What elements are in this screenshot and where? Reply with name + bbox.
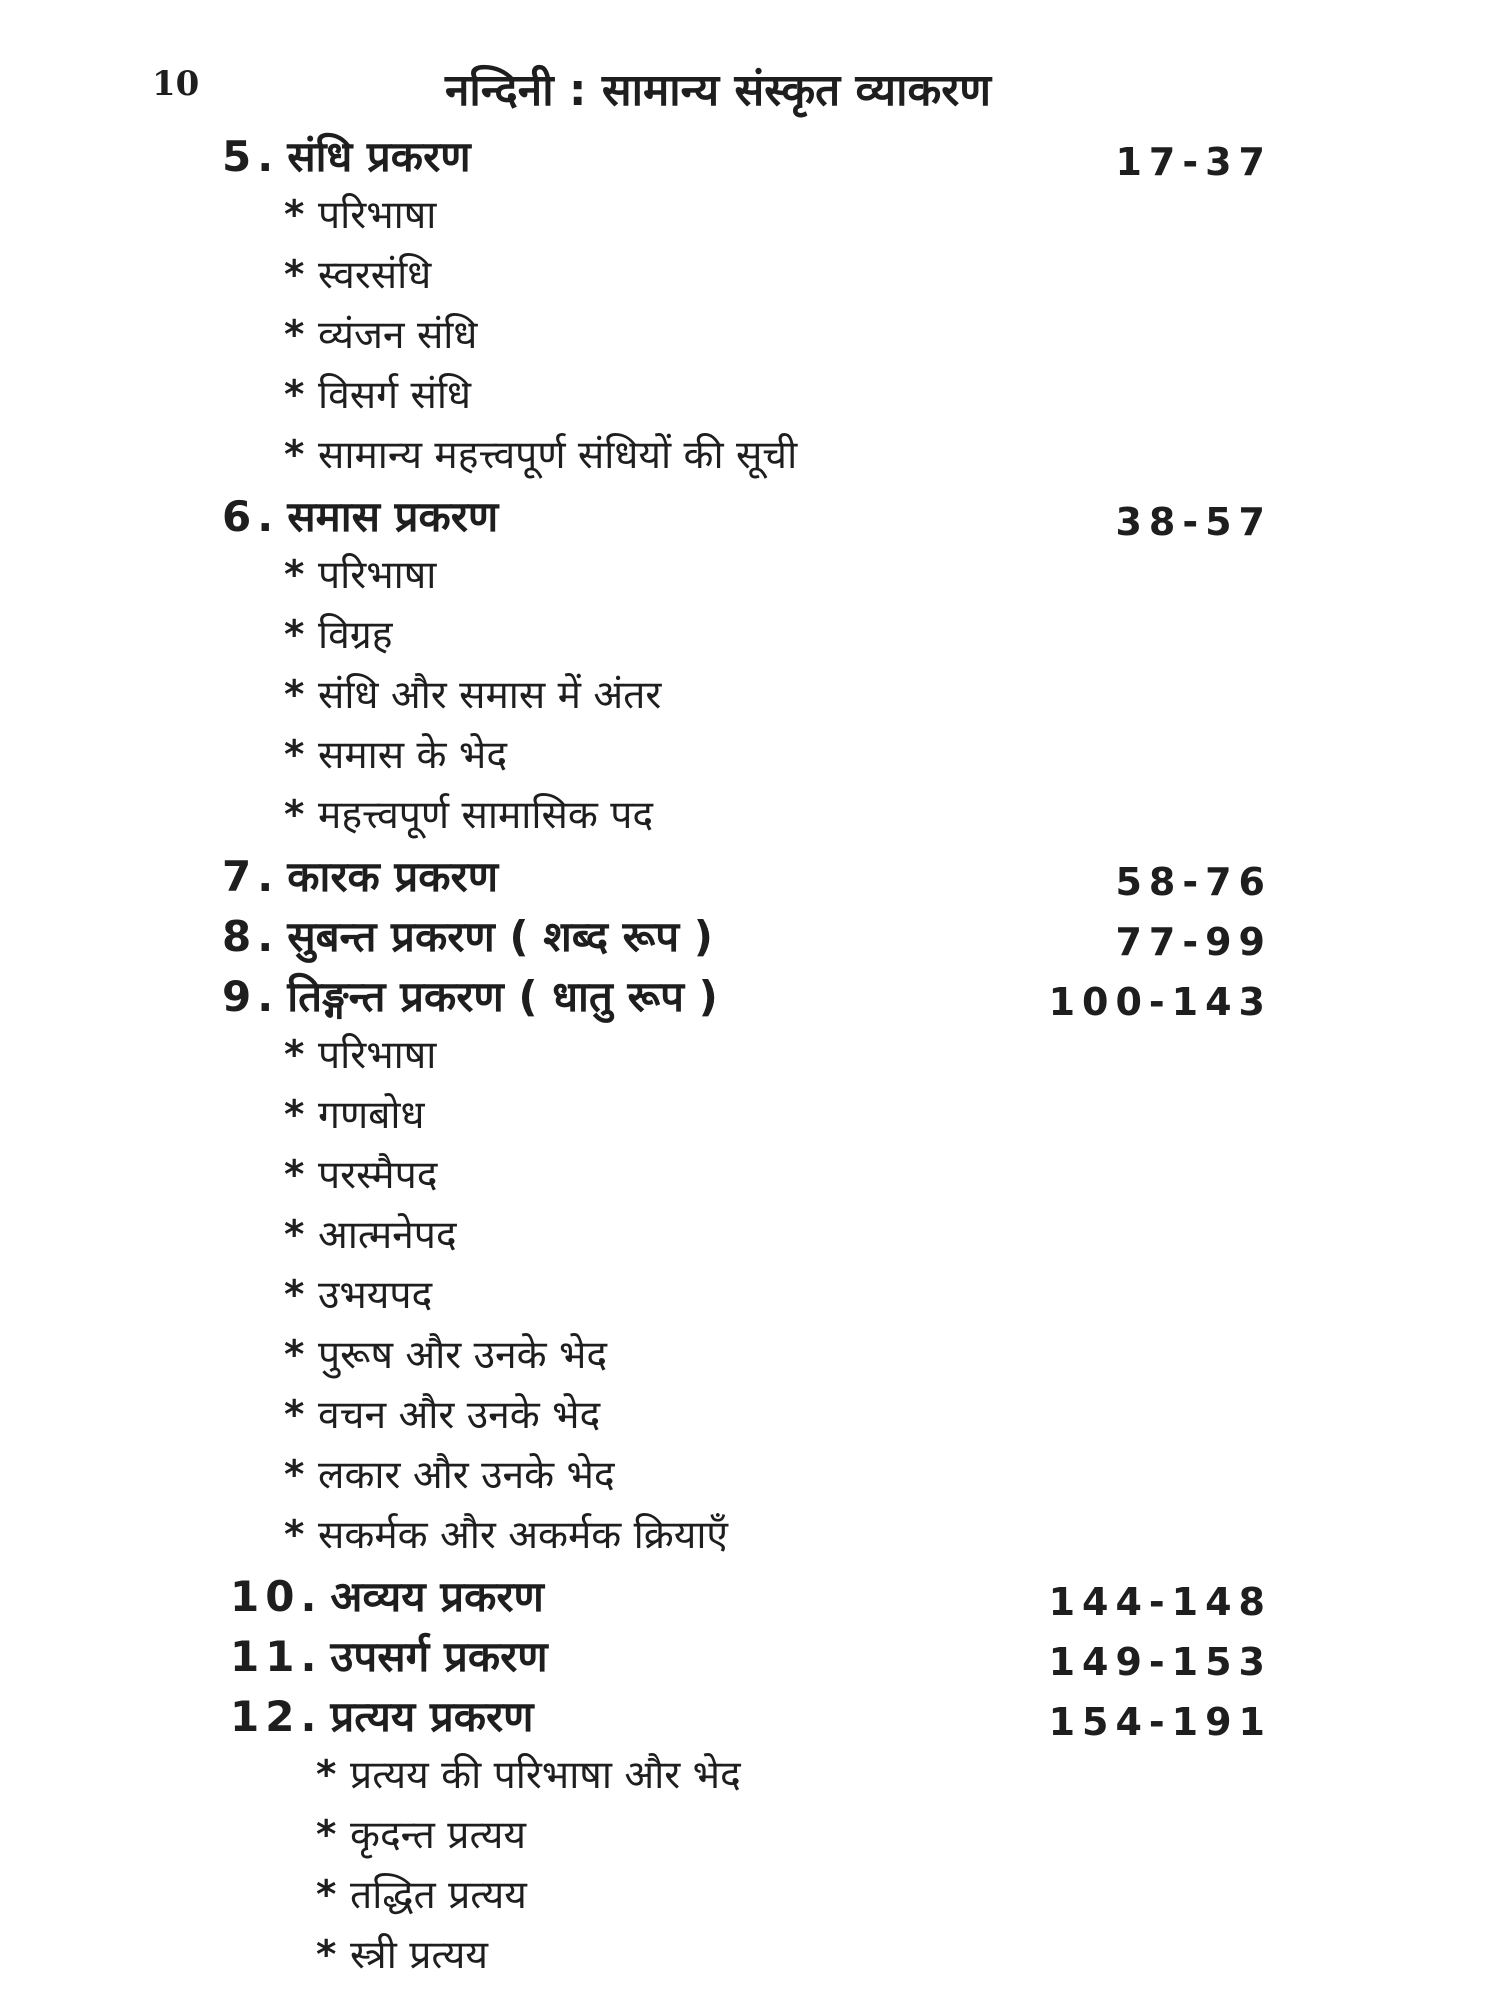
list-item — [284, 1453, 615, 1498]
chapter-page-range: 100-143 — [1048, 980, 1272, 1024]
chapter-number: 8. — [222, 912, 280, 961]
subtopic-label: परिभाषा — [318, 193, 437, 238]
chapter-title: उपसर्ग प्रकरण — [330, 1632, 548, 1681]
list-item — [316, 1873, 527, 1918]
list-item — [284, 793, 654, 838]
subtopic-label: परस्मैपद — [318, 1153, 438, 1198]
chapter-number: 5. — [222, 132, 280, 181]
subtopic-label: वचन और उनके भेद — [318, 1393, 601, 1438]
chapter-heading — [222, 912, 713, 961]
chapter-number: 9. — [222, 972, 280, 1021]
chapter-number: 6. — [222, 492, 280, 541]
list-item — [284, 1333, 608, 1378]
subtopic-label: पुरूष और उनके भेद — [318, 1333, 608, 1378]
subtopic-label: विग्रह — [318, 613, 393, 658]
subtopic-label: समास के भेद — [318, 733, 508, 778]
subtopic-label: परिभाषा — [318, 1033, 437, 1078]
bullet-asterisk: * — [284, 1513, 305, 1558]
chapter-page-range: 149-153 — [1048, 1640, 1272, 1684]
page-number: 10 — [152, 64, 200, 104]
chapter-heading — [222, 972, 718, 1021]
bullet-asterisk: * — [284, 433, 305, 478]
list-item — [284, 1513, 728, 1558]
chapter-heading — [230, 1692, 534, 1741]
list-item — [284, 1213, 457, 1258]
list-item — [284, 433, 798, 478]
chapter-number: 11. — [230, 1632, 323, 1681]
list-item — [284, 193, 437, 238]
subtopic-label: स्वरसंधि — [318, 253, 432, 298]
subtopic-label: सामान्य महत्त्वपूर्ण संधियों की सूची — [318, 433, 798, 478]
chapter-heading — [222, 132, 471, 181]
list-item — [284, 553, 437, 598]
chapter-page-range: 144-148 — [1048, 1580, 1272, 1624]
chapter-page-range: 154-191 — [1048, 1700, 1272, 1744]
bullet-asterisk: * — [284, 1033, 305, 1078]
chapter-title: संधि प्रकरण — [287, 132, 471, 181]
list-item — [284, 1273, 433, 1318]
chapter-number: 12. — [230, 1692, 323, 1741]
list-item — [284, 1033, 437, 1078]
bullet-asterisk: * — [284, 553, 305, 598]
bullet-asterisk: * — [284, 1453, 305, 1498]
chapter-title: प्रत्यय प्रकरण — [330, 1692, 534, 1741]
subtopic-label: स्त्री प्रत्यय — [350, 1933, 488, 1978]
subtopic-label: आत्मनेपद — [318, 1213, 457, 1258]
bullet-asterisk: * — [284, 793, 305, 838]
bullet-asterisk: * — [316, 1873, 337, 1918]
bullet-asterisk: * — [284, 1393, 305, 1438]
bullet-asterisk: * — [284, 253, 305, 298]
subtopic-label: प्रत्यय की परिभाषा और भेद — [350, 1753, 741, 1798]
subtopic-label: लकार और उनके भेद — [318, 1453, 615, 1498]
list-item — [284, 1153, 438, 1198]
chapter-number: 7. — [222, 852, 280, 901]
bullet-asterisk: * — [316, 1813, 337, 1858]
subtopic-label: व्यंजन संधि — [318, 313, 478, 358]
subtopic-label: गणबोध — [318, 1093, 425, 1138]
chapter-title: कारक प्रकरण — [287, 852, 499, 901]
bullet-asterisk: * — [284, 373, 305, 418]
subtopic-label: परिभाषा — [318, 553, 437, 598]
chapter-page-range: 58-76 — [1115, 860, 1272, 904]
subtopic-label: कृदन्त प्रत्यय — [350, 1813, 527, 1858]
list-item — [316, 1933, 488, 1978]
bullet-asterisk: * — [316, 1753, 337, 1798]
chapter-number: 10. — [230, 1572, 323, 1621]
chapter-heading — [222, 852, 499, 901]
list-item — [284, 673, 662, 718]
bullet-asterisk: * — [284, 1213, 305, 1258]
bullet-asterisk: * — [284, 313, 305, 358]
chapter-page-range: 17-37 — [1115, 140, 1272, 184]
bullet-asterisk: * — [284, 613, 305, 658]
chapter-title: अव्यय प्रकरण — [330, 1572, 544, 1621]
subtopic-label: महत्त्वपूर्ण सामासिक पद — [318, 793, 654, 838]
list-item — [284, 313, 478, 358]
bullet-asterisk: * — [316, 1933, 337, 1978]
chapter-page-range: 38-57 — [1115, 500, 1272, 544]
bullet-asterisk: * — [284, 733, 305, 778]
bullet-asterisk: * — [284, 1273, 305, 1318]
chapter-title: तिङ्गन्त प्रकरण ( धातु रूप ) — [287, 972, 718, 1021]
list-item — [284, 613, 393, 658]
subtopic-label: तद्धित प्रत्यय — [350, 1873, 527, 1918]
list-item — [316, 1753, 741, 1798]
subtopic-label: सकर्मक और अकर्मक क्रियाएँ — [318, 1513, 728, 1558]
chapter-page-range: 77-99 — [1115, 920, 1272, 964]
chapter-heading — [230, 1572, 544, 1621]
bullet-asterisk: * — [284, 1093, 305, 1138]
subtopic-label: संधि और समास में अंतर — [318, 673, 662, 718]
list-item — [284, 733, 508, 778]
list-item — [316, 1813, 527, 1858]
list-item — [284, 1393, 601, 1438]
bullet-asterisk: * — [284, 1333, 305, 1378]
list-item — [284, 373, 471, 418]
bullet-asterisk: * — [284, 193, 305, 238]
subtopic-label: विसर्ग संधि — [318, 373, 471, 418]
running-header: नन्दिनी : सामान्य संस्कृत व्याकरण — [445, 65, 992, 116]
chapter-title: समास प्रकरण — [287, 492, 499, 541]
subtopic-label: उभयपद — [318, 1273, 433, 1318]
chapter-heading — [230, 1632, 548, 1681]
chapter-heading — [222, 492, 499, 541]
list-item — [284, 1093, 425, 1138]
list-item — [284, 253, 432, 298]
bullet-asterisk: * — [284, 1153, 305, 1198]
bullet-asterisk: * — [284, 673, 305, 718]
chapter-title: सुबन्त प्रकरण ( शब्द रूप ) — [287, 912, 713, 961]
